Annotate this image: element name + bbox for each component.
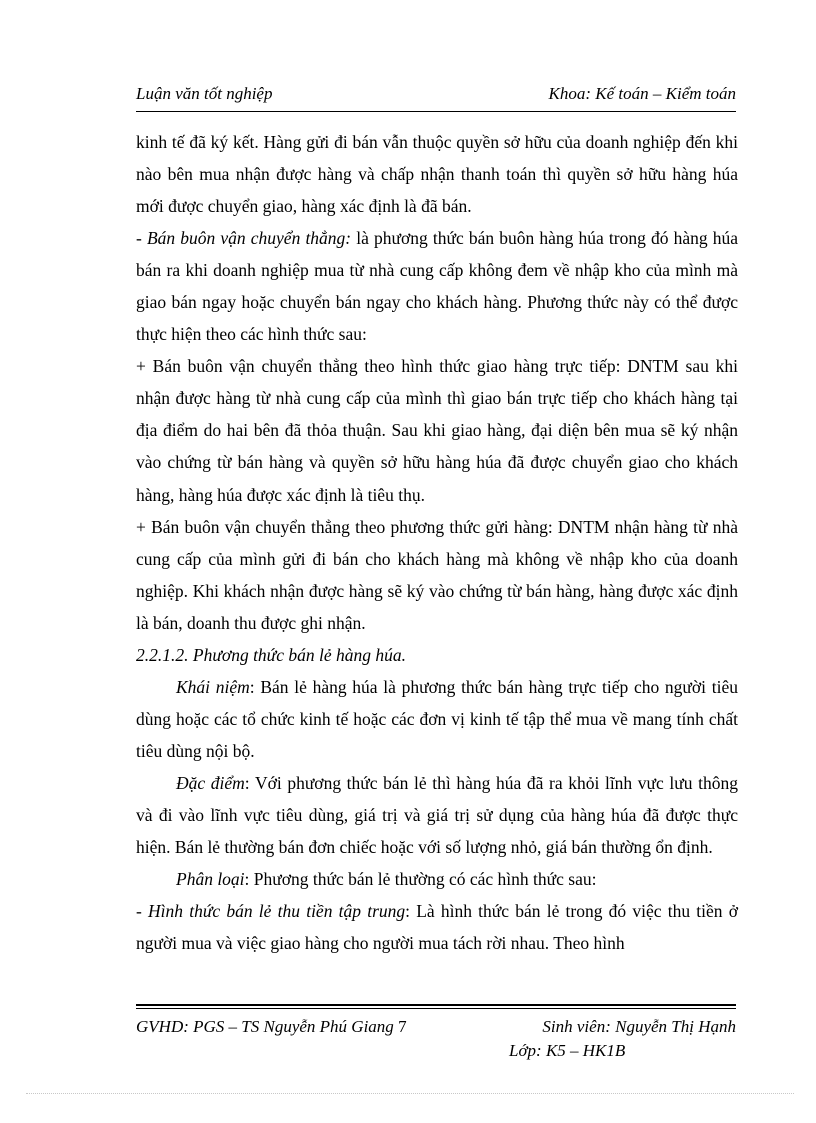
footer-advisor-line xyxy=(136,1015,407,1039)
term-centralized-payment: - Hình thức bán lẻ thu tiền tập trung xyxy=(136,901,406,922)
page-number: 7 xyxy=(398,1017,407,1036)
paragraph-shipping-method: + Bán buôn vận chuyển thẳng theo phương thức gửi hàng: DNTM nhận hàng từ nhà cung cấp của mình gửi đi bán cho khách hàng mà không về nhập kho của doanh nghiệp. Khi khách nhận được hàng sẽ ký vào chứng từ bán hàng, hàng được xác định là bán, doanh thu được ghi nhận. xyxy=(136,516,738,633)
header-rule xyxy=(136,111,736,112)
paragraph-concept xyxy=(136,671,738,767)
paragraph-centralized-payment-text: : Là hình thức bán lẻ trong đó việc thu tiền ở người mua và việc giao hàng cho người mua tách rời nhau. Theo hình xyxy=(136,901,738,954)
header-faculty: Khoa: Kế toán – Kiểm toán xyxy=(548,84,736,103)
paragraph-concept-text: : Bán lẻ hàng húa là phương thức bán hàng trực tiếp cho người tiêu dùng hoặc các tổ chức kinh tế hoặc các đơn vị kinh tế tập thể mua về mang tính chất tiêu dùng nội bộ. xyxy=(136,676,738,761)
paragraph-characteristics xyxy=(136,767,738,863)
paragraph-direct-wholesale-text: là phương thức bán buôn hàng húa trong đó hàng húa bán ra khi doanh nghiệp mua từ nhà cung cấp không đem về nhập kho của mình mà giao bán ngay hoặc chuyển bán ngay cho khách hàng. Phương thức này có thể được thực hiện theo các hình thức sau: xyxy=(136,228,738,345)
footer-rule-thin xyxy=(136,1008,736,1009)
paragraph-characteristics-text: : Với phương thức bán lẻ thì hàng húa đã ra khỏi lĩnh vực lưu thông và đi vào lĩnh vực tiêu dùng, giá trị và giá trị sử dụng của hàng húa đã được thực hiện. Bán lẻ thường bán đơn chiếc hoặc với số lượng nhỏ, giá bán thường ổn định. xyxy=(136,772,738,858)
header-thesis-title: Luận văn tốt nghiệp xyxy=(136,84,273,103)
paragraph-direct-wholesale xyxy=(136,222,738,350)
footer-advisor: GVHD: PGS – TS Nguyễn Phú Giang xyxy=(136,1017,394,1036)
page-header xyxy=(136,84,736,104)
paragraph-classification xyxy=(136,863,738,895)
term-concept: Khái niệm xyxy=(176,676,250,697)
paragraph-direct-delivery: + Bán buôn vận chuyển thẳng theo hình thức giao hàng trực tiếp: DNTM sau khi nhận được hàng từ nhà cung cấp của mình thì giao bán trực tiếp cho khách hàng tại địa điểm do hai bên đã thỏa thuận. Sau khi giao hàng, đại diện bên mua sẽ ký nhận vào chứng từ bán hàng và quyền sở hữu hàng húa đã được chuyển giao cho khách hàng, hàng húa được xác định là tiêu thụ. xyxy=(136,356,738,505)
paragraph-consignment: kinh tế đã ký kết. Hàng gửi đi bán vẫn thuộc quyền sở hữu của doanh nghiệp đến khi nào bên mua nhận được hàng và chấp nhận thanh toán thì quyền sở hữu hàng húa mới được chuyển giao, hàng xác định là đã bán. xyxy=(136,132,738,217)
paragraph-centralized-payment xyxy=(136,895,738,959)
term-characteristics: Đặc điểm xyxy=(176,772,245,793)
section-heading: 2.2.1.2. Phương thức bán lẻ hàng húa. xyxy=(136,644,407,665)
footer-rule-thick xyxy=(136,1004,736,1006)
page-bottom-dotted-line xyxy=(26,1093,794,1094)
term-direct-wholesale: - Bán buôn vận chuyển thẳng: xyxy=(136,228,352,249)
footer-class: Lớp: K5 – HK1B xyxy=(509,1041,626,1060)
document-body xyxy=(136,126,738,959)
paragraph-classification-text: : Phương thức bán lẻ thường có các hình thức sau: xyxy=(244,869,597,890)
footer-student: Sinh viên: Nguyễn Thị Hạnh xyxy=(542,1017,736,1036)
term-classification: Phân loại xyxy=(176,869,245,890)
